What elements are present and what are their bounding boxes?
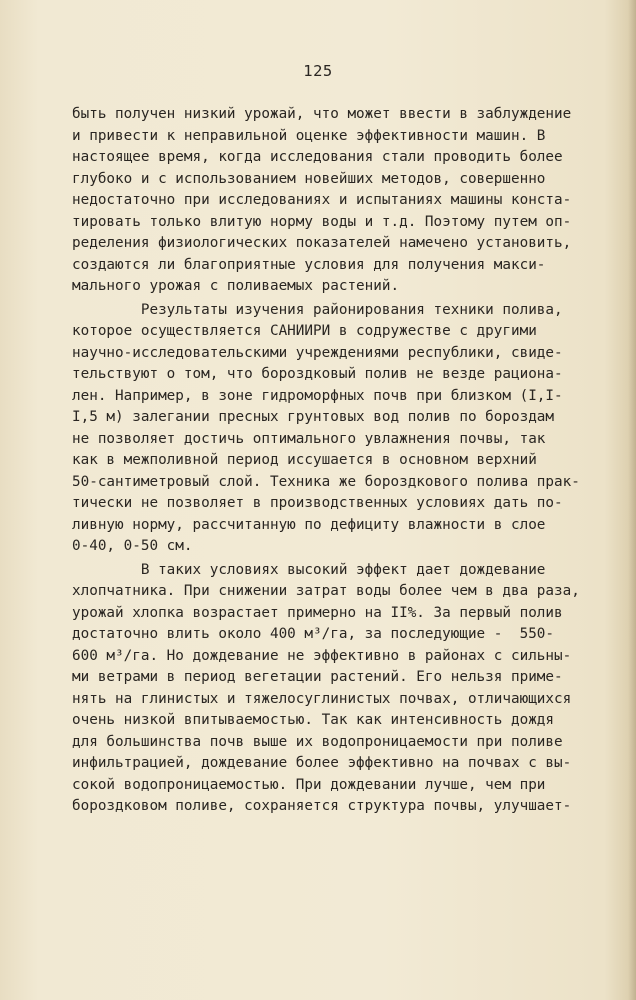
text-line: тировать только влитую норму воды и т.д. Поэтому путем оп- bbox=[72, 213, 572, 230]
text-line: 600 м³/га. Но дождевание не эффективно в районах с сильны- bbox=[72, 647, 572, 664]
text-line: I,5 м) залегании пресных грунтовых вод полив по бороздам bbox=[72, 409, 555, 425]
page-edge-shadow bbox=[628, 0, 636, 1000]
text-line: не позволяет достичь оптимального увлажнения почвы, так bbox=[72, 430, 546, 447]
text-line: нять на глинистых и тяжелосуглинистых почвах, отличающихся bbox=[72, 690, 572, 707]
text-line: инфильтрацией, дождевание более эффективно на почвах с вы- bbox=[72, 755, 572, 771]
text-line: лен. Например, в зоне гидроморфных почв при близком (I,I- bbox=[72, 387, 563, 404]
paragraph-1 bbox=[72, 104, 572, 298]
text-line: достаточно влить около 400 м³/га, за последующие - 550- bbox=[72, 626, 555, 642]
text-line: ливную норму, рассчитанную по дефициту влажности в слое bbox=[72, 516, 546, 533]
text-line: глубоко и с использованием новейших методов, совершенно bbox=[72, 170, 546, 187]
text-line: тически не позволяет в производственных условиях дать по- bbox=[72, 495, 563, 511]
text-line: урожай хлопка возрастает примерно на II%. За первый полив bbox=[72, 604, 563, 621]
body-text bbox=[72, 104, 580, 818]
text-line: для большинства почв выше их водопроницаемости при поливе bbox=[72, 733, 563, 750]
text-line: быть получен низкий урожай, что может ввести в заблуждение bbox=[72, 106, 572, 122]
text-line: создаются ли благоприятные условия для получения макси- bbox=[72, 256, 546, 273]
text-line: недостаточно при исследованиях и испытаниях машины конста- bbox=[72, 192, 572, 208]
text-line: сокой водопроницаемостью. При дождевании лучше, чем при bbox=[72, 776, 546, 793]
text-line: тельствуют о том, что бороздковый полив не везде рациона- bbox=[72, 366, 563, 382]
text-line: хлопчатника. При снижении затрат воды более чем в два раза, bbox=[72, 583, 580, 599]
paragraph-2 bbox=[72, 300, 580, 558]
text-line: настоящее время, когда исследования стали проводить более bbox=[72, 149, 563, 165]
text-line: мального урожая с поливаемых растений. bbox=[72, 278, 400, 294]
text-line: которое осуществляется САНИИРИ в содружестве с другими bbox=[72, 323, 537, 339]
text-line: как в межполивной период иссушается в основном верхний bbox=[72, 452, 537, 468]
page-number: 125 bbox=[303, 62, 333, 80]
text-line: очень низкой впитываемостью. Так как интенсивность дождя bbox=[72, 712, 555, 728]
paragraph-3 bbox=[72, 560, 580, 818]
text-line: Результаты изучения районирования техники полива, bbox=[72, 301, 563, 318]
text-line: 50-сантиметровый слой. Техника же бороздкового полива прак- bbox=[72, 473, 580, 490]
text-line: В таких условиях высокий эффект дает дождевание bbox=[72, 561, 546, 578]
text-line: научно-исследовательскими учреждениями республики, свиде- bbox=[72, 344, 563, 361]
text-line: и привести к неправильной оценке эффективности машин. В bbox=[72, 127, 546, 144]
text-line: бороздковом поливе, сохраняется структура почвы, улучшает- bbox=[72, 798, 572, 814]
text-line: 0-40, 0-50 см. bbox=[72, 538, 193, 554]
text-line: ми ветрами в период вегетации растений. Его нельзя приме- bbox=[72, 669, 563, 685]
text-line: ределения физиологических показателей намечено установить, bbox=[72, 235, 572, 251]
